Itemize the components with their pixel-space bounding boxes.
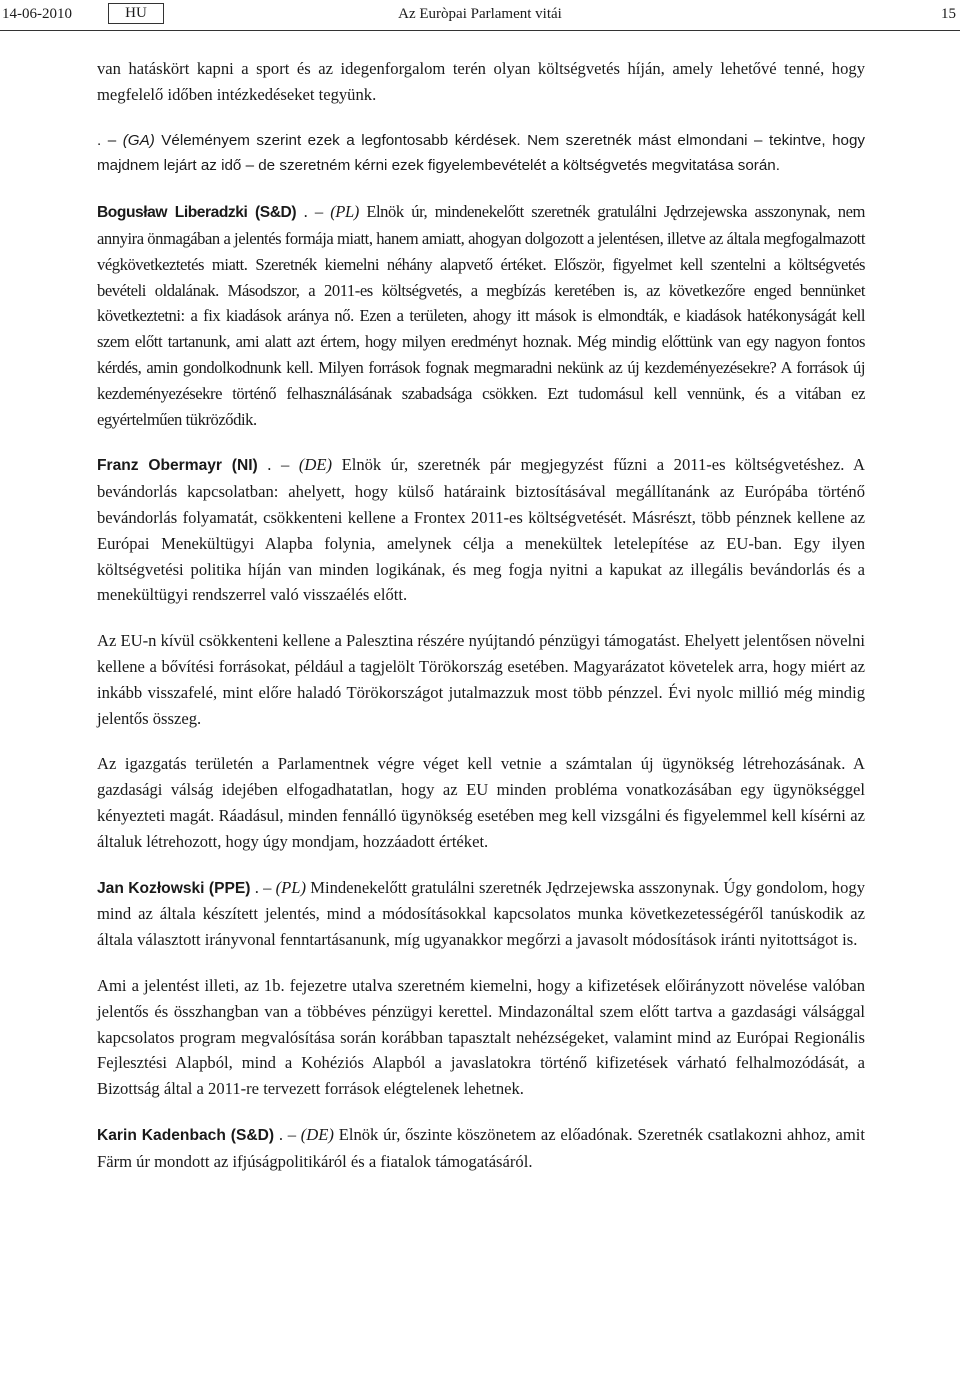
separator: . – (296, 202, 331, 222)
separator: . – (257, 455, 299, 475)
paragraph (97, 628, 865, 731)
speaker-name: Karin Kadenbach (S&D) (97, 1126, 275, 1144)
speech-text: Elnök úr, szeretnék pár megjegyzést fűzni a 2011-es költségvetéshez. A bevándorlás kapcsolatban: ahelyett, hogy külső határaink biztosításával megállítanánk az Európába történő bevándorlás folyamatát, csökkenteni kellene a Frontex 2011-es költségvetését. Másrészt, több pénznek kellene az Európai Menekültügyi Alapba folynia, amelynek célja a menekültek letelepítése az EU-ban. Egy ilyen költségvetési politika híján van minden logikának, és meg fogja nyitni a kapukat az illegális bevándorlás és a menekültügyi rendszerrel való visszaélés előtt. (97, 455, 865, 605)
paragraph (97, 56, 865, 108)
speech (97, 452, 865, 608)
document-body (97, 56, 865, 1194)
paragraph-text: Ami a jelentést illeti, az 1b. fejezetre utalva szeretném kiemelni, hogy a kifizetések előirányzott növelése valóban jelentős és összhangban van a többéves pénzügyi kerettel. Mindazonáltal szem előtt tartva a gazdasági válsággal kapcsolatos program megvalósítása során korábban tapasztalt nehézségeket, valamint mind az Európai Regionális Fejlesztési Alapból, mind a Kohéziós Alapból a javaslatokra történő kifizetések várható felhalmozódását, a Bizottság által a 2011-re tervezett források elégtelenek lehetnek. (97, 975, 865, 1099)
paragraph (97, 973, 865, 1102)
language-tag: (PL) (330, 202, 359, 222)
header-date: 14-06-2010 (2, 6, 72, 22)
speech-text: Elnök úr, őszinte köszönetem az előadónak. Szeretnék csatlakozni ahhoz, amit Färm úr mondott az ifjúságpolitikáról és a fiatalok támogatásáról. (97, 1124, 866, 1171)
paragraph (97, 751, 865, 854)
paragraph-text: van hatáskört kapni a sport és az idegenforgalom terén olyan költségvetés híján, amely lehetővé tenné, hogy megfelelő időben intézkedéseket tegyünk. (97, 59, 865, 104)
separator: . – (250, 877, 276, 897)
speech (97, 875, 865, 953)
separator: . – (97, 131, 123, 149)
language-tag: (DE) (298, 455, 333, 475)
page-header (0, 0, 960, 31)
language-tag: (GA) (122, 131, 155, 149)
paragraph (97, 128, 865, 180)
speech-text: Mindenekelőtt gratulálni szeretnék Jędrzejewska asszonynak. Úgy gondolom, hogy mind az általa készített jelentés, mind a módosításokkal kapcsolatos munka következetességéről tanúskodik az általa választott irányvonal fenntartásanunk, míg ugyanakkor megőrzi a javasolt módosítások iránti nyitottságot is. (97, 877, 865, 950)
language-tag: (PL) (275, 877, 306, 897)
page-number: 15 (941, 6, 956, 22)
speech-text: Elnök úr, mindenekelőtt szeretnék gratulálni Jędrzejewska asszonynak, nem annyira önmagában a jelentés formája miatt, hanem amiatt, ahogyan dolgozott a jelentésen, illetve az általa megfogalmazott végkövetkeztetés miatt. Szeretnék kiemelni néhány alapvető értéket. Először, figyelmet kell szentelni a költségvetés bevételi oldalának. Másodszor, a 2011-es költségvetés, a megbízás keretében is, az következőre enged bennünket következtetni: a fix kiadások aránya nő. Ezen a területen, ahogy itt mások is elmondták, e kiadások hatékonyságát kell szem előtt tartanunk, ami alatt azt értem, hogy milyen eredményt hoznak. Még mindig előttünk van egy nagyon fontos kérdés, amin gondolkodnunk kell. Milyen források fognak megmaradni nekünk az új kezdeményezésekre? A források új kezdeményezésekre történő felhasználásának szabadsága csökken. Ezt tudomásul kell vennünk, és a vitában ez egyértelműen tükröződik. (97, 202, 866, 429)
speaker-name: Franz Obermayr (NI) (97, 457, 258, 475)
speech (97, 1122, 865, 1175)
speech (97, 199, 865, 432)
paragraph-text: Az EU-n kívül csökkenteni kellene a Palesztina részére nyújtandó pénzügyi támogatást. Ehelyett jelentősen növelni kellene a bővítési forrásokat, például a tagjelölt Törökország esetében. Magyarázatot követelek arra, hogy miért az inkább visszafelé, mint előre haladó Törökországot jutalmazzuk most több pénzzel. Évi nyolc millió még mindig jelentős összeg. (97, 631, 865, 728)
publication-title: Az Euròpai Parlament vitái (398, 6, 562, 22)
language-tag: (DE) (300, 1124, 334, 1144)
paragraph-text: Az igazgatás területén a Parlamentnek végre véget kell vetnie a számtalan új ügynökség létrehozásának. A gazdasági válság idejében elfogadhatatlan, hogy az EU minden probléma vonatkozásában egy ügynökséggel kényezteti magát. Ráadásul, minden fennálló ügynökség esetében meg kell vizsgálni és figyelemmel kell kísérni az általuk létrehozott, hogy úgy mondjam, hozzáadott értéket. (97, 754, 865, 851)
speaker-name: Bogusław Liberadzki (S&D) (97, 204, 297, 222)
paragraph-text: Véleményem szerint ezek a legfontosabb kérdések. Nem szeretnék mást elmondani – tekintve, hogy majdnem lejárt az idő – de szeretném kérni ezek figyelembevételét a költségvetés megvitatása során. (97, 131, 865, 175)
speaker-name: Jan Kozłowski (PPE) (97, 879, 251, 897)
separator: . – (274, 1124, 301, 1144)
language-badge: HU (108, 3, 164, 24)
